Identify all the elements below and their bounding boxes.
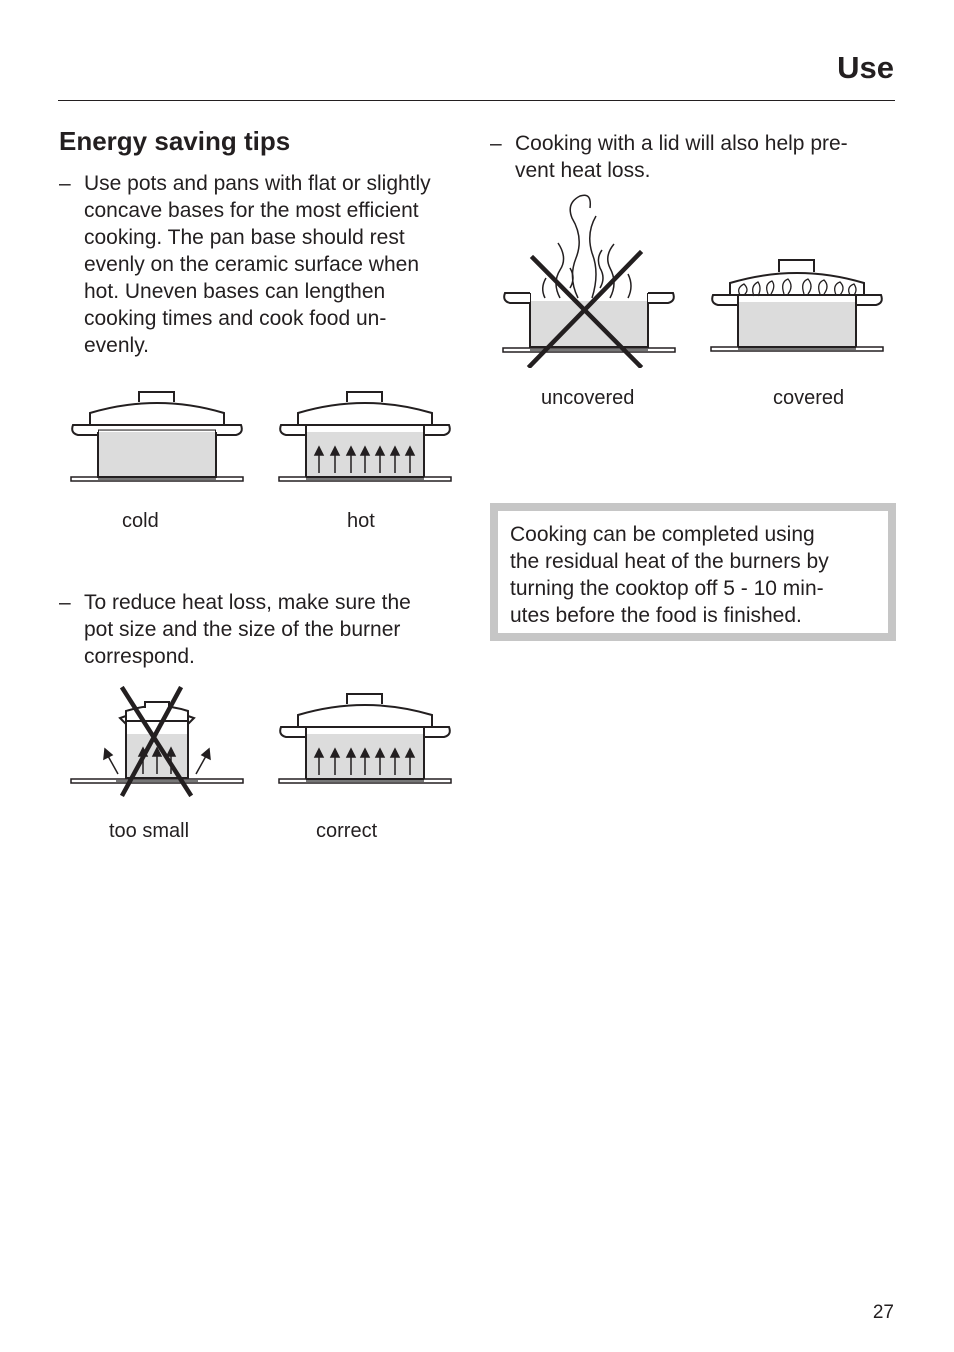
- residual-heat-note: [490, 503, 896, 641]
- covered-pot-illustration: [708, 250, 886, 360]
- uncovered-pot-illustration: [500, 188, 678, 368]
- caption-hot: hot: [347, 510, 375, 532]
- bullet-dash: –: [59, 591, 71, 614]
- tip-pot-size: [59, 589, 479, 674]
- tip-flat-bases: [59, 170, 479, 360]
- bullet-text: To reduce heat loss, make sure the pot size and the size of the burner correspond.: [84, 591, 411, 668]
- bullet-text: Cooking with a lid will also help pre- vent heat loss.: [515, 132, 848, 182]
- tip-lid: [490, 130, 910, 190]
- bullet-dash: –: [490, 132, 502, 155]
- header-divider: [58, 100, 895, 101]
- cold-pot-illustration: [68, 385, 246, 490]
- section-heading: Energy saving tips: [59, 126, 291, 156]
- caption-uncovered: uncovered: [541, 387, 635, 409]
- correct-pot-illustration: [276, 686, 454, 791]
- bullet-dash: –: [59, 172, 71, 195]
- note-text: Cooking can be completed using the residual heat of the burners by turning the cooktop off 5 - 10 min- utes before the food is finished.: [510, 523, 829, 627]
- caption-cold: cold: [122, 510, 159, 532]
- caption-covered: covered: [773, 387, 845, 409]
- caption-too-small: too small: [109, 820, 190, 842]
- page-title: Use: [837, 50, 894, 85]
- page-number: 27: [872, 1302, 894, 1323]
- hot-pot-illustration: [276, 385, 454, 490]
- caption-correct: correct: [316, 820, 378, 842]
- too-small-pot-illustration: [68, 686, 246, 798]
- bullet-text: Use pots and pans with flat or slightly concave bases for the most efficient cooking. The pan base should rest evenly on the ceramic surface when hot. Uneven bases can lengthen cooking times and cook food un- evenly.: [84, 172, 431, 357]
